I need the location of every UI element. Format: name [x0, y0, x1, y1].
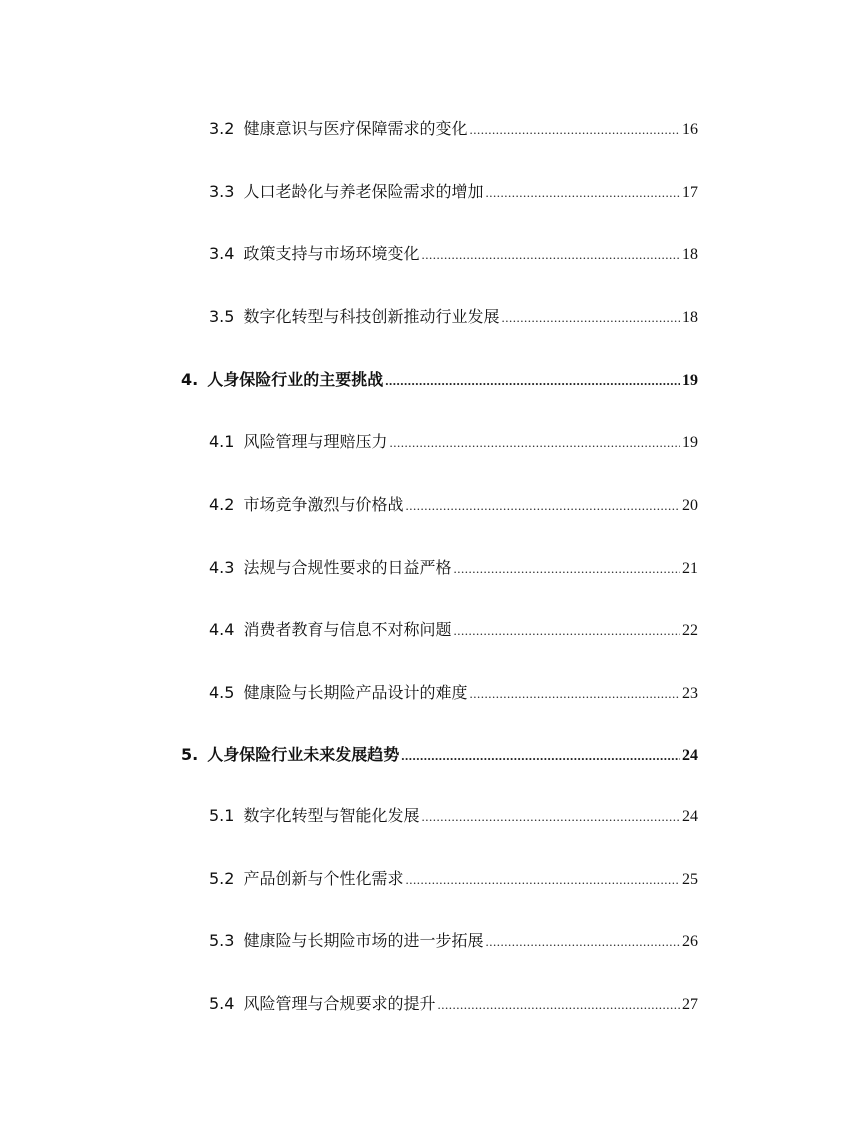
toc-entry-number: 5.2 [209, 869, 235, 888]
toc-entry-title: 健康险与长期险市场的进一步拓展 [243, 931, 484, 950]
toc-entry-page: 25 [682, 871, 698, 888]
toc-entry-page: 26 [682, 933, 698, 950]
toc-entry-title: 健康意识与医疗保障需求的变化 [243, 119, 468, 138]
toc-entry-page: 22 [682, 622, 698, 639]
toc-entry-4-4[interactable] [209, 618, 698, 642]
toc-dot-leader [421, 243, 680, 267]
toc-chapter-4[interactable] [181, 368, 698, 392]
toc-entry-5-1[interactable] [209, 804, 698, 828]
toc-chapter-number: 5. [181, 745, 199, 764]
toc-entry-number: 3.5 [209, 307, 235, 326]
toc-entry-page: 20 [682, 497, 698, 514]
toc-entry-5-2[interactable] [209, 867, 698, 891]
toc-dot-leader [469, 118, 680, 142]
toc-entry-page: 24 [682, 808, 698, 825]
toc-entry-page: 23 [682, 685, 698, 702]
toc-entry-number: 4.5 [209, 683, 235, 702]
toc-chapter-title: 人身保险行业未来发展趋势 [207, 745, 400, 764]
toc-dot-leader [453, 557, 680, 581]
toc-dot-leader [405, 868, 680, 892]
toc-entry-number: 5.3 [209, 931, 235, 950]
toc-entry-title: 风险管理与理赔压力 [243, 432, 388, 451]
toc-entry-page: 19 [682, 434, 698, 451]
toc-entry-3-4[interactable] [209, 242, 698, 266]
toc-entry-title: 消费者教育与信息不对称问题 [243, 620, 452, 639]
toc-dot-leader [401, 744, 680, 768]
toc-entry-3-2[interactable] [209, 117, 698, 141]
toc-dot-leader [437, 993, 680, 1017]
toc-entry-number: 3.4 [209, 244, 235, 263]
toc-entry-title: 产品创新与个性化需求 [243, 869, 404, 888]
toc-entry-page: 27 [682, 996, 698, 1013]
toc-entry-number: 4.3 [209, 558, 235, 577]
toc-dot-leader [389, 431, 680, 455]
toc-entry-title: 健康险与长期险产品设计的难度 [243, 683, 468, 702]
toc-entry-title: 风险管理与合规要求的提升 [243, 994, 436, 1013]
toc-entry-title: 政策支持与市场环境变化 [243, 244, 420, 263]
toc-entry-number: 5.1 [209, 806, 235, 825]
toc-entry-5-3[interactable] [209, 929, 698, 953]
toc-entry-number: 3.3 [209, 182, 235, 201]
toc-entry-4-3[interactable] [209, 556, 698, 580]
toc-chapter-number: 4. [181, 370, 199, 389]
toc-entry-title: 人口老龄化与养老保险需求的增加 [243, 182, 484, 201]
toc-dot-leader [405, 494, 680, 518]
toc-chapter-5[interactable] [181, 743, 698, 767]
toc-dot-leader [501, 306, 680, 330]
toc-entry-page: 18 [682, 309, 698, 326]
toc-dot-leader [453, 619, 680, 643]
toc-entry-3-3[interactable] [209, 180, 698, 204]
toc-entry-page: 21 [682, 560, 698, 577]
toc-entry-4-1[interactable] [209, 430, 698, 454]
toc-chapter-title: 人身保险行业的主要挑战 [207, 370, 384, 389]
toc-entry-title: 数字化转型与科技创新推动行业发展 [243, 307, 500, 326]
toc-entry-title: 市场竞争激烈与价格战 [243, 495, 404, 514]
toc-entry-3-5[interactable] [209, 305, 698, 329]
toc-entry-number: 4.1 [209, 432, 235, 451]
toc-entry-page: 17 [682, 184, 698, 201]
toc-entry-title: 法规与合规性要求的日益严格 [243, 558, 452, 577]
toc-entry-page: 18 [682, 246, 698, 263]
toc-chapter-page: 19 [682, 372, 698, 389]
toc-entry-number: 3.2 [209, 119, 235, 138]
toc-dot-leader [469, 682, 680, 706]
toc-entry-title: 数字化转型与智能化发展 [243, 806, 420, 825]
toc-entry-number: 4.4 [209, 620, 235, 639]
toc-entry-page: 16 [682, 121, 698, 138]
toc-dot-leader [385, 369, 680, 393]
toc-dot-leader [485, 930, 680, 954]
toc-dot-leader [485, 181, 680, 205]
toc-entry-number: 5.4 [209, 994, 235, 1013]
toc-entry-5-4[interactable] [209, 992, 698, 1016]
toc-entry-4-2[interactable] [209, 493, 698, 517]
toc-chapter-page: 24 [682, 747, 698, 764]
toc-dot-leader [421, 805, 680, 829]
toc-entry-number: 4.2 [209, 495, 235, 514]
toc-entry-4-5[interactable] [209, 681, 698, 705]
